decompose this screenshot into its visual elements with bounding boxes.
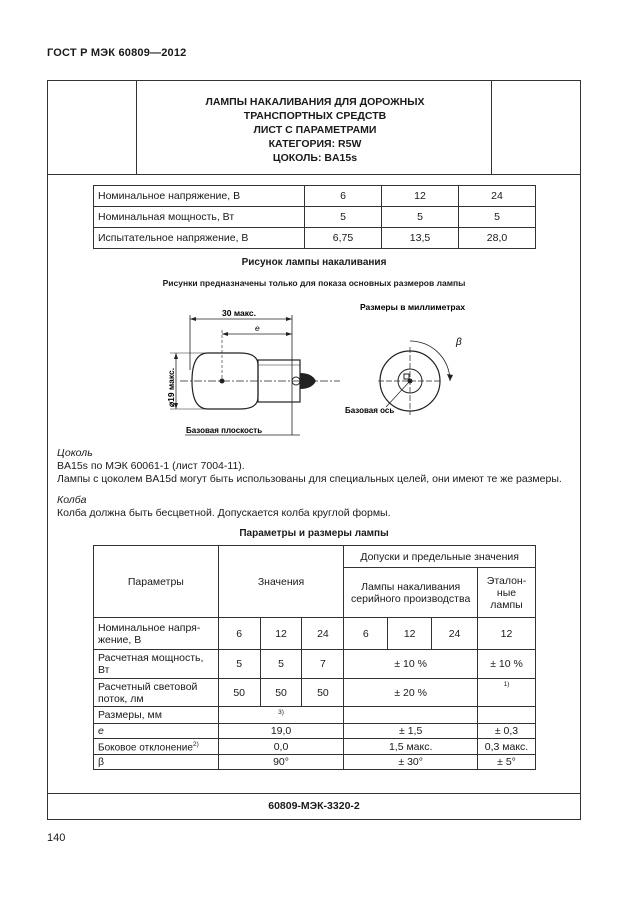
standard-header: ГОСТ Р МЭК 60809—2012 [47,47,187,59]
cell: 12 [478,618,536,650]
row-label: Испытательное напряжение, В [94,228,305,249]
bulb-text: Колба должна быть бесцветной. Допускается колба круглой формы. [57,507,391,519]
cap-heading: Цоколь [57,447,93,459]
row-label: Номинальное напряжение, В [94,186,305,207]
cell [478,707,536,724]
cell [218,707,344,724]
cell: ± 10 % [344,650,478,679]
cell: 5 [305,207,382,228]
row-label: Размеры, мм [94,707,219,724]
title-line: ЛАМПЫ НАКАЛИВАНИЯ ДЛЯ ДОРОЖНЫХ [205,96,425,108]
row-label: e [94,724,219,739]
cell: ± 1,5 [344,724,478,739]
cell: ± 0,3 [478,724,536,739]
table-row [94,618,536,650]
cell: ± 30° [344,755,478,770]
cell: 1,5 макс. [344,739,478,755]
cell: 6,75 [305,228,382,249]
cell: 5 [459,207,536,228]
lamp-drawing [140,295,480,445]
header-left-cell [47,80,137,175]
table-row [94,679,536,707]
header-cell: Значения [218,546,344,618]
cell: 12 [388,618,432,650]
page-number: 140 [47,832,66,844]
cell: 6 [344,618,388,650]
cell: 50 [302,679,344,707]
title-cap: ЦОКОЛЬ: BA15s [272,152,358,164]
base-plane-label: Базовая плоскость [186,426,263,435]
title-category: КАТЕГОРИЯ: R5W [268,138,362,150]
e-label: e [255,323,260,333]
cell: 0,0 [218,739,344,755]
arrow-head [222,332,228,336]
cell: 0,3 макс. [478,739,536,755]
cell [344,707,478,724]
header-cell: Допуски и предельные значения [344,546,536,568]
pin-mark [404,374,409,379]
cap-section [57,447,562,486]
table-row [94,755,536,770]
table-row [94,724,536,739]
arrow-head [286,332,292,336]
bulb-section [57,494,391,520]
cell: 5 [260,650,302,679]
leader-line [386,381,410,407]
cell: 19,0 [218,724,344,739]
arrow-head [447,374,453,381]
sheet-title [140,95,490,165]
arrow-head [190,317,196,321]
sheet-code: 60809-МЭК-3320-2 [268,800,360,812]
cell [478,679,536,707]
cell: ± 10 % [478,650,536,679]
table-row [94,739,536,755]
figure-title: Рисунок лампы накаливания [241,257,387,268]
cell: 6 [305,186,382,207]
cell: 24 [302,618,344,650]
units-label: Размеры в миллиметрах [360,302,466,312]
header-cell: Эталон-ные лампы [478,568,536,618]
cell: 90° [218,755,344,770]
table-row [94,707,536,724]
cell: 24 [432,618,478,650]
cell: 5 [382,207,459,228]
row-label-text: Боковое отклонение [98,742,193,754]
table-row [94,650,536,679]
header-cell: Лампы накаливания серийного производства [344,568,478,618]
params-title: Параметры и размеры лампы [239,528,389,539]
voltage-table [93,185,536,249]
length-label: 30 макс. [222,308,256,318]
footnote-mark: 2) [192,741,199,748]
cell: 28,0 [459,228,536,249]
header-divider [47,174,581,175]
cell: 13,5 [382,228,459,249]
row-label: Номинальное напря-жение, В [94,618,219,650]
cell: 5 [218,650,260,679]
arrow-head [286,317,292,321]
row-label: Расчетная мощность, Вт [94,650,219,679]
cell: 50 [260,679,302,707]
filament-mark [220,379,225,384]
row-label: Номинальная мощность, Вт [94,207,305,228]
cell: 24 [459,186,536,207]
title-line: ТРАНСПОРТНЫХ СРЕДСТВ [243,110,387,122]
angle-arc [410,341,450,381]
cell: 50 [218,679,260,707]
arrow-head [174,353,178,359]
table-row [94,207,536,228]
header-right-cell [491,80,581,175]
beta-label: β [456,337,462,348]
row-label [94,739,219,755]
cell: 6 [218,618,260,650]
table-row [94,546,536,568]
table-row [94,228,536,249]
cell: 12 [382,186,459,207]
cap-text: BA15s по МЭК 60061-1 (лист 7004-11). [57,460,245,472]
cell: ± 20 % [344,679,478,707]
cell: 7 [302,650,344,679]
base-axis-label: Базовая ось [345,406,395,415]
cap-text: Лампы с цоколем BA15d могут быть использованы для специальных целей, они имеют те же размеры. [57,473,562,485]
footer-divider [47,793,581,794]
cell: ± 5° [478,755,536,770]
params-table [93,545,536,770]
row-label: β [94,755,219,770]
figure-note: Рисунки предназначены только для показа основных размеров лампы [162,278,466,288]
header-cell: Параметры [94,546,219,618]
cell: 12 [260,618,302,650]
footnote-mark: 3) [278,709,284,716]
footnote-mark: 1) [503,681,510,688]
bulb-heading: Колба [57,494,87,506]
title-line: ЛИСТ С ПАРАМЕТРАМИ [253,124,377,136]
row-label: Расчетный световой поток, лм [94,679,219,707]
diameter-label: ⌀19 макс. [166,367,176,407]
table-row [94,186,536,207]
